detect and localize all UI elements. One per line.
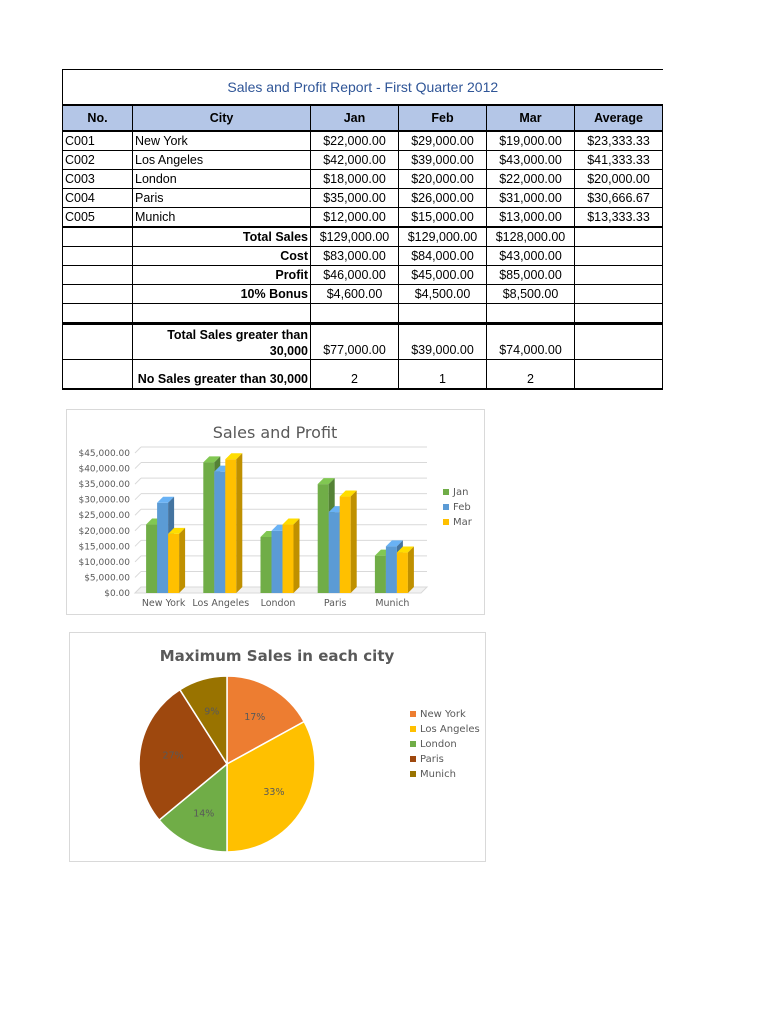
legend-label: Mar bbox=[453, 517, 472, 528]
pie-data-label: 9% bbox=[204, 706, 220, 718]
chart-title: Sales and Profit bbox=[212, 423, 338, 442]
count-row bbox=[63, 360, 663, 390]
bar-mar-london[interactable] bbox=[283, 519, 300, 593]
legend-label: Paris bbox=[420, 754, 444, 765]
summary-mar[interactable]: $8,500.00 bbox=[487, 285, 575, 304]
sales-profit-chart[interactable] bbox=[66, 409, 485, 615]
cell[interactable] bbox=[487, 304, 575, 324]
bar-chart-svg bbox=[67, 410, 484, 614]
cell-average[interactable]: $13,333.33 bbox=[575, 208, 663, 228]
greater-feb[interactable]: $39,000.00 bbox=[399, 324, 487, 360]
table-row bbox=[63, 208, 663, 228]
report-title: Sales and Profit Report - First Quarter 2012 bbox=[63, 70, 663, 106]
cell-mar[interactable]: $43,000.00 bbox=[487, 151, 575, 170]
summary-rows bbox=[63, 227, 663, 304]
y-tick-label: $40,000.00 bbox=[78, 464, 130, 475]
summary-mar[interactable]: $43,000.00 bbox=[487, 247, 575, 266]
y-tick-label: $45,000.00 bbox=[78, 449, 130, 459]
cell-no[interactable]: C004 bbox=[63, 189, 133, 208]
chart-title: Maximum Sales in each city bbox=[159, 647, 395, 665]
greater-mar[interactable]: $74,000.00 bbox=[487, 324, 575, 360]
summary-row bbox=[63, 266, 663, 285]
legend-label: Los Angeles bbox=[420, 724, 480, 735]
grid-line bbox=[135, 463, 141, 469]
header-mar[interactable]: Mar bbox=[487, 105, 575, 131]
table-row bbox=[63, 151, 663, 170]
bar-mar-new-york[interactable] bbox=[168, 528, 185, 593]
legend-label: Feb bbox=[453, 502, 471, 513]
pie-chart-svg bbox=[70, 633, 485, 861]
legend-label: Munich bbox=[420, 769, 456, 780]
legend-swatch bbox=[443, 504, 449, 510]
y-tick-label: $25,000.00 bbox=[78, 511, 130, 522]
grid-line bbox=[135, 509, 141, 515]
pie-data-label: 27% bbox=[162, 750, 184, 762]
cell-feb[interactable]: $26,000.00 bbox=[399, 189, 487, 208]
header-feb[interactable]: Feb bbox=[399, 105, 487, 131]
city-rows bbox=[63, 131, 663, 227]
cell-city[interactable]: Los Angeles bbox=[133, 151, 311, 170]
cell-feb[interactable]: $15,000.00 bbox=[399, 208, 487, 228]
count-jan[interactable]: 2 bbox=[311, 360, 399, 390]
legend-swatch bbox=[443, 519, 449, 525]
cell-mar[interactable]: $31,000.00 bbox=[487, 189, 575, 208]
cell[interactable] bbox=[133, 304, 311, 324]
summary-jan[interactable]: $46,000.00 bbox=[311, 266, 399, 285]
pie-data-label: 17% bbox=[244, 712, 266, 724]
pie-data-label: 14% bbox=[193, 808, 215, 820]
greater-label[interactable]: Total Sales greater than 30,000 bbox=[133, 324, 311, 360]
cell-jan[interactable]: $42,000.00 bbox=[311, 151, 399, 170]
summary-label[interactable]: Profit bbox=[133, 266, 311, 285]
legend-swatch bbox=[443, 489, 449, 495]
cell-city[interactable]: London bbox=[133, 170, 311, 189]
cell[interactable] bbox=[575, 304, 663, 324]
spacer-row bbox=[63, 304, 663, 324]
cell-mar[interactable]: $19,000.00 bbox=[487, 131, 575, 151]
x-tick-label: Los Angeles bbox=[192, 598, 250, 609]
cell[interactable] bbox=[311, 304, 399, 324]
x-tick-label: Paris bbox=[323, 598, 347, 609]
cell[interactable] bbox=[575, 247, 663, 266]
count-feb[interactable]: 1 bbox=[399, 360, 487, 390]
bar-mar-munich[interactable] bbox=[397, 547, 414, 593]
cell-city[interactable]: New York bbox=[133, 131, 311, 151]
y-tick-label: $0.00 bbox=[104, 589, 130, 599]
summary-label[interactable]: Total Sales bbox=[133, 227, 311, 247]
legend-swatch bbox=[410, 771, 416, 777]
cell[interactable] bbox=[575, 285, 663, 304]
legend-swatch bbox=[410, 711, 416, 717]
greater-jan[interactable]: $77,000.00 bbox=[311, 324, 399, 360]
cell-feb[interactable]: $29,000.00 bbox=[399, 131, 487, 151]
y-tick-label: $5,000.00 bbox=[84, 573, 130, 584]
legend-swatch bbox=[410, 741, 416, 747]
pie-data-label: 33% bbox=[263, 786, 285, 798]
count-mar[interactable]: 2 bbox=[487, 360, 575, 390]
grid-line bbox=[135, 525, 141, 531]
header-city[interactable]: City bbox=[133, 105, 311, 131]
sales-report-table bbox=[62, 69, 663, 390]
x-tick-label: Munich bbox=[375, 598, 410, 609]
summary-row bbox=[63, 227, 663, 247]
header-no[interactable]: No. bbox=[63, 105, 133, 131]
cell-average[interactable]: $20,000.00 bbox=[575, 170, 663, 189]
cell[interactable] bbox=[63, 266, 133, 285]
cell-city[interactable]: Paris bbox=[133, 189, 311, 208]
grid-line bbox=[135, 540, 141, 546]
header-jan[interactable]: Jan bbox=[311, 105, 399, 131]
cell-mar[interactable]: $22,000.00 bbox=[487, 170, 575, 189]
cell[interactable] bbox=[63, 227, 133, 247]
summary-feb[interactable]: $129,000.00 bbox=[399, 227, 487, 247]
header-row bbox=[63, 105, 663, 131]
cell[interactable] bbox=[63, 304, 133, 324]
cell[interactable] bbox=[63, 360, 133, 390]
legend-swatch bbox=[410, 726, 416, 732]
summary-jan[interactable]: $129,000.00 bbox=[311, 227, 399, 247]
bar-mar-los-angeles[interactable] bbox=[225, 453, 242, 593]
grid-line bbox=[135, 447, 141, 453]
cell-city[interactable]: Munich bbox=[133, 208, 311, 228]
cell-no[interactable]: C003 bbox=[63, 170, 133, 189]
max-sales-pie-chart[interactable] bbox=[69, 632, 486, 862]
cell-jan[interactable]: $18,000.00 bbox=[311, 170, 399, 189]
summary-feb[interactable]: $4,500.00 bbox=[399, 285, 487, 304]
legend-label: New York bbox=[420, 709, 466, 720]
cell-no[interactable]: C001 bbox=[63, 131, 133, 151]
y-tick-label: $20,000.00 bbox=[78, 526, 130, 537]
cell-no[interactable]: C002 bbox=[63, 151, 133, 170]
summary-mar[interactable]: $85,000.00 bbox=[487, 266, 575, 285]
legend-label: Jan bbox=[453, 487, 469, 498]
summary-row bbox=[63, 285, 663, 304]
cell[interactable] bbox=[575, 360, 663, 390]
cell-no[interactable]: C005 bbox=[63, 208, 133, 228]
cell[interactable] bbox=[63, 285, 133, 304]
summary-feb[interactable]: $45,000.00 bbox=[399, 266, 487, 285]
y-tick-label: $30,000.00 bbox=[78, 495, 130, 506]
y-tick-label: $15,000.00 bbox=[78, 542, 130, 553]
cell[interactable] bbox=[63, 247, 133, 266]
cell[interactable] bbox=[575, 324, 663, 360]
table-row bbox=[63, 189, 663, 208]
cell-jan[interactable]: $35,000.00 bbox=[311, 189, 399, 208]
cell-average[interactable]: $30,666.67 bbox=[575, 189, 663, 208]
cell[interactable] bbox=[575, 227, 663, 247]
legend-swatch bbox=[410, 756, 416, 762]
grid-line bbox=[135, 556, 141, 562]
grid-line bbox=[135, 571, 141, 577]
summary-jan[interactable]: $83,000.00 bbox=[311, 247, 399, 266]
x-tick-label: New York bbox=[141, 598, 186, 609]
summary-row bbox=[63, 247, 663, 266]
cell[interactable] bbox=[575, 266, 663, 285]
summary-feb[interactable]: $84,000.00 bbox=[399, 247, 487, 266]
report-title-row bbox=[63, 70, 663, 106]
summary-label[interactable]: 10% Bonus bbox=[133, 285, 311, 304]
grid-line bbox=[135, 494, 141, 500]
cell-feb[interactable]: $20,000.00 bbox=[399, 170, 487, 189]
cell-average[interactable]: $23,333.33 bbox=[575, 131, 663, 151]
table-row bbox=[63, 170, 663, 189]
y-tick-label: $35,000.00 bbox=[78, 480, 130, 491]
cell-jan[interactable]: $22,000.00 bbox=[311, 131, 399, 151]
summary-mar[interactable]: $128,000.00 bbox=[487, 227, 575, 247]
cell-average[interactable]: $41,333.33 bbox=[575, 151, 663, 170]
cell[interactable] bbox=[399, 304, 487, 324]
x-tick-label: London bbox=[260, 598, 296, 609]
cell-jan[interactable]: $12,000.00 bbox=[311, 208, 399, 228]
y-tick-label: $10,000.00 bbox=[78, 557, 130, 568]
grid-line bbox=[135, 478, 141, 484]
greater-row bbox=[63, 324, 663, 360]
legend-label: London bbox=[420, 739, 457, 750]
summary-label[interactable]: Cost bbox=[133, 247, 311, 266]
cell[interactable] bbox=[63, 324, 133, 360]
cell-feb[interactable]: $39,000.00 bbox=[399, 151, 487, 170]
cell-mar[interactable]: $13,000.00 bbox=[487, 208, 575, 228]
table-row bbox=[63, 131, 663, 151]
count-label[interactable]: No Sales greater than 30,000 bbox=[133, 360, 311, 390]
summary-jan[interactable]: $4,600.00 bbox=[311, 285, 399, 304]
bar-mar-paris[interactable] bbox=[340, 491, 357, 593]
header-average[interactable]: Average bbox=[575, 105, 663, 131]
